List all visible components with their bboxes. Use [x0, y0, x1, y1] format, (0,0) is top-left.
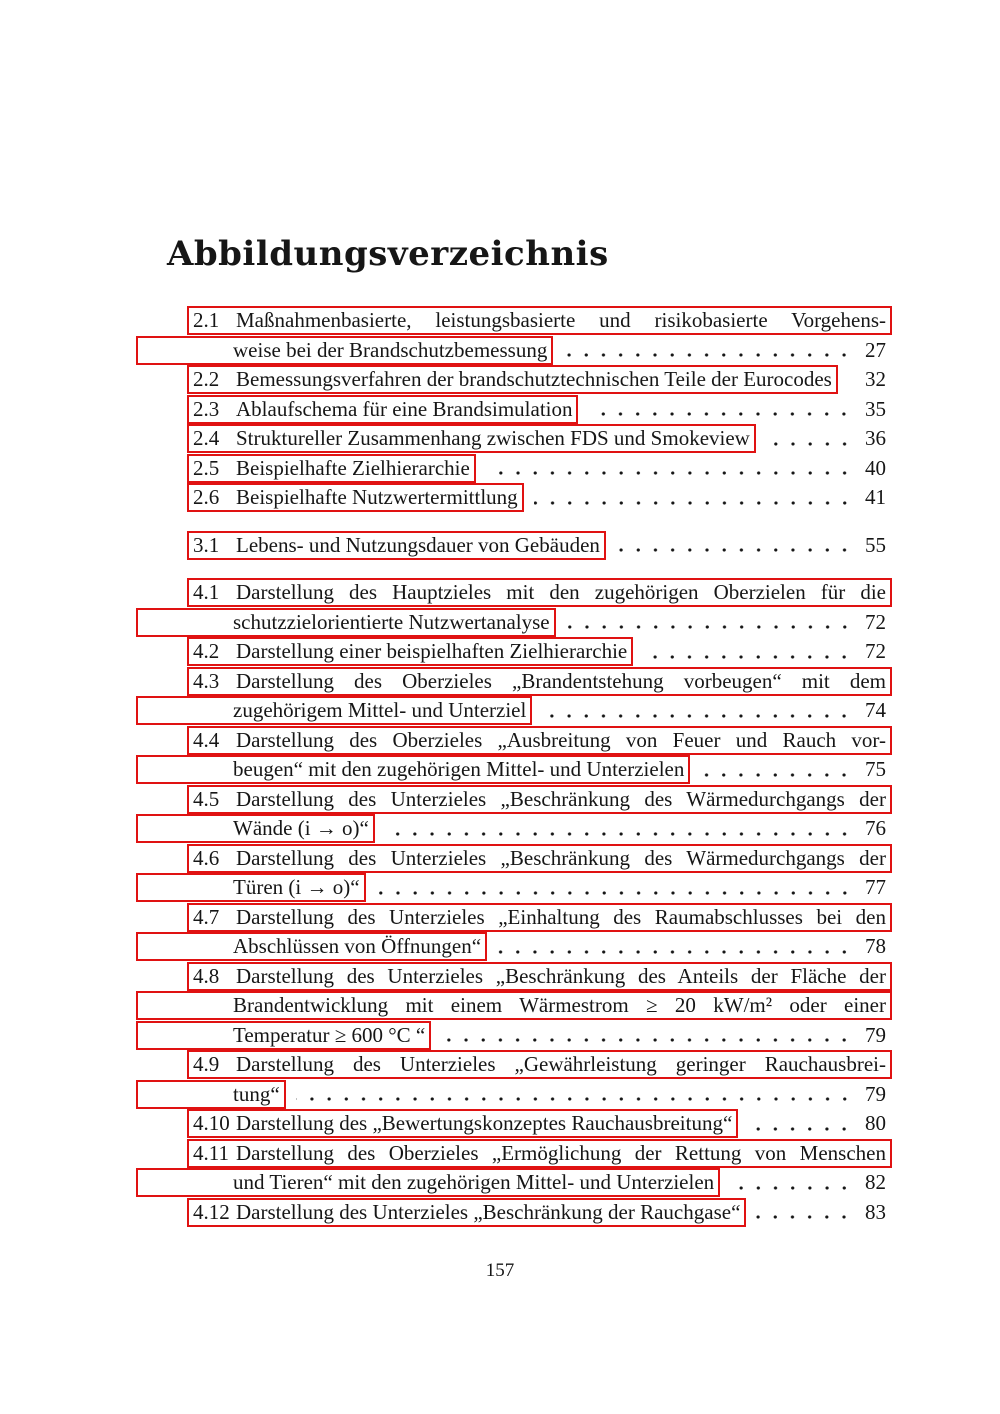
toc-figure-number: 4.6	[193, 845, 220, 870]
toc-entry-4.2	[193, 637, 886, 667]
toc-page-number: 41	[865, 485, 886, 510]
toc-line-text: weise bei der Brandschutzbemessung	[233, 337, 548, 362]
toc-link-box[interactable]	[187, 306, 892, 335]
toc-row	[193, 1021, 886, 1051]
toc-row	[193, 962, 886, 992]
toc-row	[193, 608, 886, 638]
toc-row	[193, 991, 886, 1021]
toc-row	[193, 814, 886, 844]
toc-row	[193, 424, 886, 454]
toc-entry-2.1	[193, 306, 886, 365]
toc-line-text: Türen (i → o)“	[233, 875, 360, 900]
toc-line-text: Darstellung des Oberzieles „Brandentstehung vorbeugen“ mit dem	[236, 668, 886, 693]
toc-page-number: 79	[865, 1081, 886, 1106]
toc-row	[193, 483, 886, 513]
toc-page-number: 75	[865, 757, 886, 782]
toc-page-number: 78	[865, 934, 886, 959]
toc-link-box[interactable]	[136, 755, 690, 784]
toc-page-number: 40	[865, 455, 886, 480]
toc-line-text: Wände (i → o)“	[233, 816, 369, 841]
toc-link-box[interactable]	[187, 667, 892, 696]
toc-link-box[interactable]	[187, 365, 838, 394]
toc-row	[193, 1198, 886, 1228]
toc-link-box[interactable]	[187, 962, 892, 991]
toc-figure-number: 4.11	[193, 1140, 229, 1165]
toc-page-number: 72	[865, 609, 886, 634]
toc-list	[193, 306, 886, 1227]
toc-link-box[interactable]	[136, 608, 556, 637]
toc-link-box[interactable]	[136, 814, 375, 843]
toc-row	[193, 785, 886, 815]
toc-link-box[interactable]	[187, 637, 633, 666]
toc-line-text: Beispielhafte Zielhierarchie	[236, 455, 470, 480]
toc-figure-number: 2.1	[193, 308, 220, 333]
toc-line-text: Temperatur ≥ 600 °C “	[233, 1022, 426, 1047]
toc-page-number: 82	[865, 1170, 886, 1195]
toc-link-box[interactable]	[136, 1080, 286, 1109]
toc-entry-4.9	[193, 1050, 886, 1109]
toc-entry-2.6	[193, 483, 886, 513]
toc-line-text: Beispielhafte Nutzwertermittlung	[236, 485, 518, 510]
dotted-leader	[563, 336, 854, 366]
toc-page-number: 36	[865, 426, 886, 451]
toc-row	[193, 365, 886, 395]
toc-figure-number: 4.5	[193, 786, 220, 811]
toc-row	[193, 306, 886, 336]
toc-link-box[interactable]	[187, 454, 476, 483]
toc-entry-4.3	[193, 667, 886, 726]
toc-figure-number: 3.1	[193, 532, 220, 557]
toc-page-number: 76	[865, 816, 886, 841]
dotted-leader	[385, 814, 854, 844]
toc-row	[193, 1168, 886, 1198]
toc-link-box[interactable]	[187, 1109, 738, 1138]
dotted-leader	[748, 1109, 854, 1139]
dotted-leader	[848, 365, 854, 395]
toc-figure-number: 2.6	[193, 485, 220, 510]
toc-entry-3.1	[193, 531, 886, 561]
toc-page-number: 83	[865, 1199, 886, 1224]
dotted-leader	[730, 1168, 854, 1198]
toc-figure-number: 4.12	[193, 1199, 230, 1224]
toc-link-box[interactable]	[187, 531, 606, 560]
toc-row	[193, 932, 886, 962]
toc-line-text: Darstellung des Unterzieles „Einhaltung des Raumabschlusses bei den	[236, 904, 886, 929]
toc-figure-number: 2.2	[193, 367, 220, 392]
dotted-leader	[441, 1021, 854, 1051]
toc-line-text: Darstellung des Oberzieles „Ausbreitung von Feuer und Rauch vor-	[236, 727, 886, 752]
toc-line-text: Lebens- und Nutzungsdauer von Gebäuden	[236, 532, 600, 557]
toc-row	[193, 1050, 886, 1080]
toc-row	[193, 1139, 886, 1169]
toc-figure-number: 4.10	[193, 1111, 230, 1136]
dotted-leader	[616, 531, 854, 561]
toc-line-text: Maßnahmenbasierte, leistungsbasierte und risikobasierte Vorgehens-	[236, 308, 886, 333]
toc-figure-number: 4.9	[193, 1052, 220, 1077]
toc-row	[193, 726, 886, 756]
toc-link-box[interactable]	[187, 726, 892, 755]
toc-page-number: 77	[865, 875, 886, 900]
dotted-leader	[534, 483, 854, 513]
dotted-leader	[486, 454, 854, 484]
toc-line-text: Ablaufschema für eine Brandsimulation	[236, 396, 573, 421]
toc-line-text: beugen“ mit den zugehörigen Mittel- und Unterzielen	[233, 757, 685, 782]
toc-link-box[interactable]	[187, 1050, 892, 1079]
toc-line-text: Bemessungsverfahren der brandschutztechnischen Teile der Eurocodes	[236, 367, 832, 392]
toc-link-box[interactable]	[187, 424, 756, 453]
toc-entry-2.3	[193, 395, 886, 425]
toc-figure-number: 4.2	[193, 639, 220, 664]
toc-line-text: Darstellung des Unterzieles „Beschränkung des Wärmedurchgangs der	[236, 786, 886, 811]
dotted-leader	[588, 395, 854, 425]
toc-row	[193, 903, 886, 933]
toc-link-box[interactable]	[136, 932, 487, 961]
toc-line-text: Darstellung des Hauptzieles mit den zugehörigen Oberzielen für die	[236, 580, 886, 605]
page-title: Abbildungsverzeichnis	[167, 234, 609, 274]
toc-page-number: 80	[865, 1111, 886, 1136]
toc-page-number: 27	[865, 337, 886, 362]
toc-link-box[interactable]	[136, 336, 553, 365]
toc-row	[193, 755, 886, 785]
toc-figure-number: 2.3	[193, 396, 220, 421]
toc-link-box[interactable]	[187, 395, 578, 424]
toc-page-number: 32	[865, 367, 886, 392]
toc-line-text: Darstellung des Unterzieles „Beschränkung des Wärmedurchgangs der	[236, 845, 886, 870]
dotted-leader	[566, 608, 854, 638]
toc-row	[193, 454, 886, 484]
toc-entry-4.1	[193, 578, 886, 637]
toc-row	[193, 395, 886, 425]
toc-line-text: zugehörigem Mittel- und Unterziel	[233, 698, 527, 723]
toc-entry-2.4	[193, 424, 886, 454]
toc-link-box[interactable]	[187, 483, 524, 512]
dotted-leader	[376, 873, 854, 903]
footer-page-number: 157	[485, 1260, 515, 1281]
toc-link-box[interactable]	[136, 1021, 431, 1050]
toc-link-box[interactable]	[187, 1198, 746, 1227]
toc-row	[193, 637, 886, 667]
toc-page-number: 35	[865, 396, 886, 421]
toc-entry-4.11	[193, 1139, 886, 1198]
dotted-leader	[497, 932, 854, 962]
toc-link-box[interactable]	[136, 873, 366, 902]
toc-line-text: schutzzielorientierte Nutzwertanalyse	[233, 609, 550, 634]
toc-row	[193, 336, 886, 366]
toc-figure-number: 4.4	[193, 727, 220, 752]
toc-line-text: Darstellung des Unterzieles „Beschränkung des Anteils der Fläche der	[236, 963, 886, 988]
toc-link-box[interactable]	[187, 903, 892, 932]
toc-row	[193, 1109, 886, 1139]
toc-figure-number: 4.7	[193, 904, 220, 929]
toc-row	[193, 696, 886, 726]
toc-line-text: Darstellung des Oberzieles „Ermöglichung der Rettung von Menschen	[236, 1140, 886, 1165]
toc-entry-2.5	[193, 454, 886, 484]
toc-entry-4.7	[193, 903, 886, 962]
dotted-leader	[643, 637, 854, 667]
toc-figure-number: 2.4	[193, 426, 220, 451]
dotted-leader	[700, 755, 854, 785]
toc-row	[193, 667, 886, 697]
toc-figure-number: 4.1	[193, 580, 220, 605]
toc-page-number: 79	[865, 1022, 886, 1047]
dotted-leader	[542, 696, 854, 726]
toc-link-box[interactable]	[136, 991, 892, 1020]
toc-entry-4.12	[193, 1198, 886, 1228]
toc-entry-4.5	[193, 785, 886, 844]
toc-line-text: Darstellung des Unterzieles „Gewährleistung geringer Rauchausbrei-	[236, 1052, 886, 1077]
dotted-leader	[766, 424, 854, 454]
toc-line-text: Abschlüssen von Öffnungen“	[233, 934, 482, 959]
dotted-leader	[756, 1198, 854, 1228]
toc-link-box[interactable]	[136, 1168, 720, 1197]
toc-figure-number: 2.5	[193, 455, 220, 480]
toc-page-number: 74	[865, 698, 886, 723]
toc-line-text: Darstellung des „Bewertungskonzeptes Rauchausbreitung“	[236, 1111, 733, 1136]
toc-line-text: Struktureller Zusammenhang zwischen FDS und Smokeview	[236, 426, 750, 451]
toc-row	[193, 873, 886, 903]
toc-row	[193, 1080, 886, 1110]
toc-link-box[interactable]	[136, 696, 532, 725]
toc-row	[193, 578, 886, 608]
toc-line-text: tung“	[233, 1081, 280, 1106]
dotted-leader	[296, 1080, 854, 1110]
toc-entry-4.4	[193, 726, 886, 785]
toc-line-text: und Tieren“ mit den zugehörigen Mittel- und Unterzielen	[233, 1170, 715, 1195]
toc-line-text: Darstellung einer beispielhaften Zielhierarchie	[236, 639, 628, 664]
toc-figure-number: 4.3	[193, 668, 220, 693]
toc-figure-number: 4.8	[193, 963, 220, 988]
toc-page-number: 55	[865, 532, 886, 557]
toc-entry-4.8	[193, 962, 886, 1051]
toc-link-box[interactable]	[187, 844, 892, 873]
toc-link-box[interactable]	[187, 578, 892, 607]
toc-row	[193, 844, 886, 874]
toc-row	[193, 531, 886, 561]
toc-link-box[interactable]	[187, 1139, 892, 1168]
toc-link-box[interactable]	[187, 785, 892, 814]
toc-entry-2.2	[193, 365, 886, 395]
toc-entry-4.10	[193, 1109, 886, 1139]
toc-entry-4.6	[193, 844, 886, 903]
toc-page-number: 72	[865, 639, 886, 664]
toc-line-text: Brandentwicklung mit einem Wärmestrom ≥ 20 kW/m² oder einer	[233, 993, 886, 1018]
toc-line-text: Darstellung des Unterzieles „Beschränkung der Rauchgase“	[236, 1199, 741, 1224]
